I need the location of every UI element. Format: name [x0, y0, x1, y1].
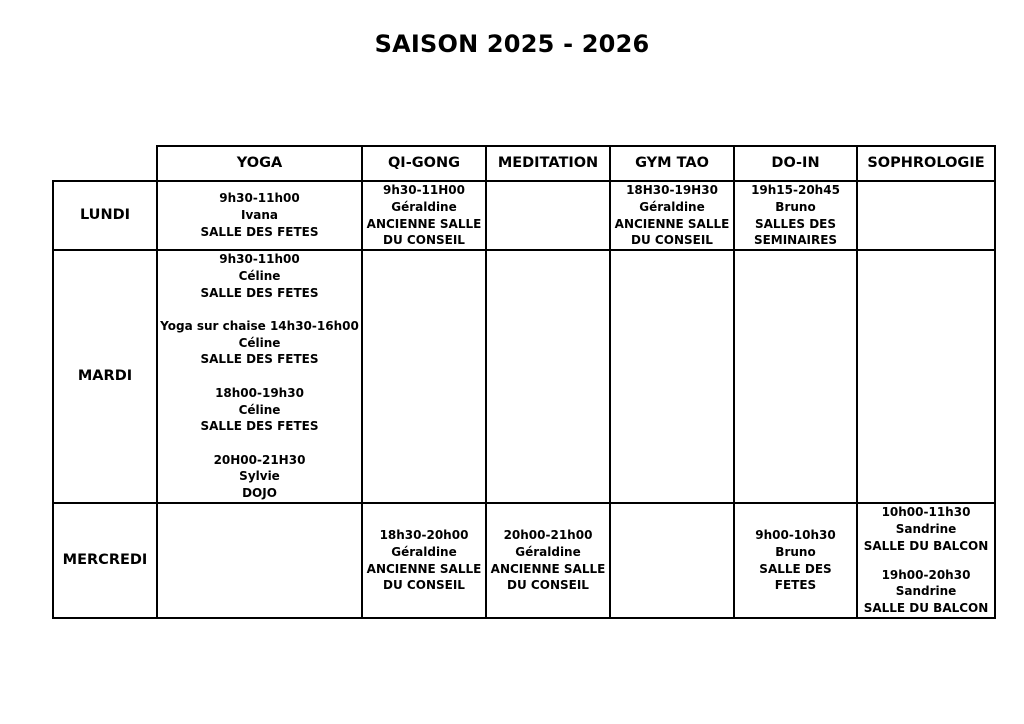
cell-line: Bruno [775, 199, 816, 214]
page-title: SAISON 2025 - 2026 [374, 30, 650, 58]
cell-mardi-meditation [487, 251, 609, 502]
cell-mercredi-doin [735, 504, 856, 617]
column-header-gymtao: GYM TAO [635, 155, 709, 172]
row-header-mercredi: MERCREDI [62, 552, 148, 569]
cell-line: Ivana [240, 208, 279, 223]
cell-line: Géraldine [391, 544, 457, 559]
cell-mardi-gymtao [611, 251, 733, 502]
cell-line: 9h30-11H00 [382, 182, 465, 197]
cell-mardi-qigong [363, 251, 485, 502]
cell-lundi-doin [735, 182, 856, 249]
cell-line: 9h00-10h30 [755, 527, 836, 542]
cell-line: Sylvie [239, 469, 280, 484]
table-border-bottom [52, 617, 996, 619]
cell-line: 9h30-11h00 [219, 252, 300, 266]
column-header-sophrologie: SOPHROLOGIE [867, 155, 985, 172]
cell-line: ANCIENNE SALLE [490, 561, 606, 576]
row-header-mardi: MARDI [77, 368, 133, 385]
cell-line: SALLE DES FETES [200, 224, 319, 239]
cell-mardi-yoga [158, 251, 361, 502]
cell-lundi-sophrologie [858, 182, 994, 249]
cell-line: DU CONSEIL [383, 233, 465, 248]
cell-lundi-meditation [487, 182, 609, 249]
cell-line: SALLE DES FETES [200, 285, 319, 300]
cell-line: 18h00-19h30 [215, 385, 304, 400]
cell-line: DU CONSEIL [507, 578, 589, 593]
cell-line: DU CONSEIL [383, 578, 465, 593]
cell-line: SALLE DES FETES [759, 561, 832, 593]
cell-line: DU CONSEIL [631, 233, 713, 248]
table-border-right [994, 145, 996, 619]
cell-line: Céline [238, 402, 281, 417]
cell-line: Bruno [775, 544, 816, 559]
cell-lundi-yoga [158, 182, 361, 249]
row-header-lundi: LUNDI [79, 207, 131, 224]
cell-mardi-doin [735, 251, 856, 502]
cell-line: ANCIENNE SALLE [366, 216, 482, 231]
cell-mercredi-qigong [363, 504, 485, 617]
cell-line: 19h15-20h45 [751, 182, 840, 197]
cell-line: ANCIENNE SALLE [614, 216, 730, 231]
cell-line: 18H30-19H30 [626, 182, 718, 197]
cell-lundi-gymtao [611, 182, 733, 249]
cell-line: Géraldine [515, 544, 581, 559]
cell-line: DOJO [242, 486, 277, 501]
column-header-qigong: QI-GONG [387, 155, 460, 172]
column-header-doin: DO-IN [771, 155, 820, 172]
cell-mercredi-meditation [487, 504, 609, 617]
cell-line: SALLE DU BALCON [863, 538, 989, 553]
cell-line: SEMINAIRES [753, 233, 838, 248]
column-header-meditation: MEDITATION [497, 155, 599, 172]
cell-line: SALLE DES FETES [200, 352, 319, 367]
cell-line: Sandrine [895, 521, 957, 536]
cell-line: Géraldine [639, 199, 705, 214]
cell-line: Sandrine [895, 584, 957, 599]
cell-line: Yoga sur chaise 14h30-16h00 [160, 318, 359, 333]
cell-line: Céline [238, 268, 281, 283]
cell-line: SALLES DES [754, 216, 837, 231]
cell-line: Géraldine [391, 199, 457, 214]
cell-mercredi-sophrologie [858, 504, 994, 617]
cell-line: SALLE DU BALCON [863, 601, 989, 616]
cell-line: 9h30-11h00 [219, 191, 300, 206]
cell-line: Céline [238, 335, 281, 350]
column-header-yoga: YOGA [236, 155, 283, 172]
cell-line: 20H00-21H30 [213, 452, 306, 467]
cell-line: ANCIENNE SALLE [366, 561, 482, 576]
cell-line: 19h00-20h30 [881, 567, 971, 582]
cell-mercredi-gymtao [611, 504, 733, 617]
cell-mercredi-yoga [158, 504, 361, 617]
cell-lundi-qigong [363, 182, 485, 249]
cell-line: 20h00-21h00 [503, 527, 593, 542]
cell-line: 10h00-11h30 [881, 505, 971, 519]
cell-mardi-sophrologie [858, 251, 994, 502]
cell-line: SALLE DES FETES [200, 419, 319, 434]
cell-line: 18h30-20h00 [379, 527, 469, 542]
